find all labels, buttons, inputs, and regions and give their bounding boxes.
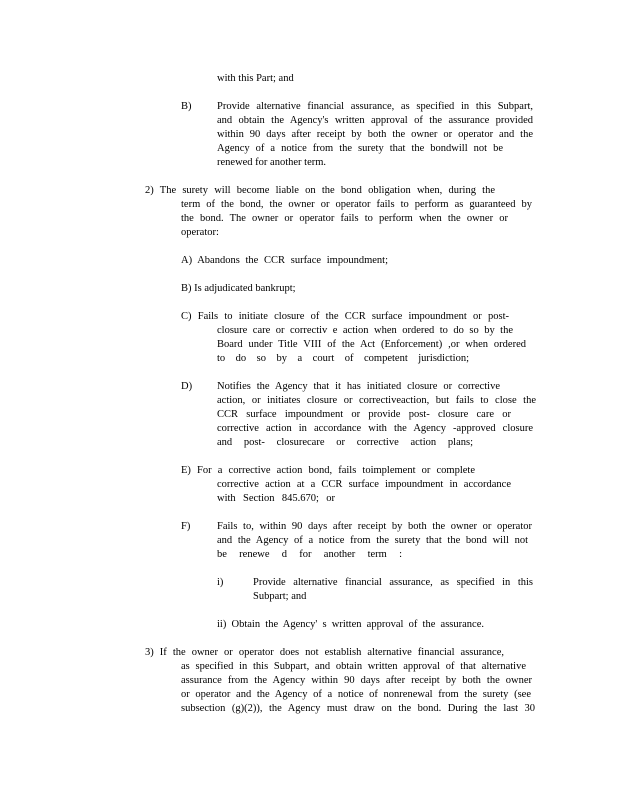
text-line: the bond. The owner or operator fails to perform when the owner or [181, 213, 508, 224]
text-line: within 90 days after receipt by both the owner or operator and the [217, 129, 533, 140]
text-line: C) Fails to initiate closure of the CCR surface impoundment or post- [181, 311, 509, 322]
text-line: be renewe d for another term : [217, 549, 402, 560]
text-line: renewed for another term. [217, 157, 327, 168]
text-line: 3) If the owner or operator does not establish alternative financial assurance, [145, 647, 504, 658]
text-line: term of the bond, the owner or operator fails to perform as guaranteed by [181, 199, 532, 210]
text-line: B) Is adjudicated bankrupt; [181, 283, 296, 294]
text-line: and post- closurecare or corrective action plans; [217, 437, 473, 448]
list-marker: i) [217, 577, 224, 588]
text-line: closure care or correctiv e action when ordered to do so by the [217, 325, 513, 336]
text-line: to do so by a court of competent jurisdiction; [217, 353, 469, 364]
list-marker: F) [181, 521, 191, 532]
text-line: 2) The surety will become liable on the bond obligation when, during the [145, 185, 495, 196]
text-line: with this Part; and [217, 73, 294, 84]
text-line: operator: [181, 227, 219, 238]
text-line: Provide alternative financial assurance, as specified in this [253, 577, 533, 588]
text-line: corrective action at a CCR surface impoundment in accordance [217, 479, 511, 490]
text-line: corrective action in accordance with the Agency -approved closure [217, 423, 533, 434]
text-line: or operator and the Agency of a notice of nonrenewal from the surety (see [181, 689, 531, 700]
text-line: action, or initiates closure or correctiveaction, but fails to close the [217, 395, 536, 406]
list-marker: D) [181, 381, 193, 392]
text-line: Notifies the Agency that it has initiated closure or corrective [217, 381, 500, 392]
text-line: Subpart; and [253, 591, 307, 602]
text-line: and the Agency of a notice from the surety that the bond will not [217, 535, 528, 546]
text-line: subsection (g)(2)), the Agency must draw on the bond. During the last 30 [181, 703, 535, 714]
text-line: A) Abandons the CCR surface impoundment; [181, 255, 388, 266]
text-line: Fails to, within 90 days after receipt by both the owner or operator [217, 521, 532, 532]
text-line: assurance from the Agency within 90 days after receipt by both the owner [181, 675, 532, 686]
text-line: as specified in this Subpart, and obtain written approval of that alternative [181, 661, 526, 672]
list-marker: B) [181, 101, 192, 112]
text-line: ii) Obtain the Agency' s written approval of the assurance. [217, 619, 484, 630]
text-line: with Section 845.670; or [217, 493, 335, 504]
text-line: E) For a corrective action bond, fails toimplement or complete [181, 465, 475, 476]
text-line: Board under Title VIII of the Act (Enforcement) ,or when ordered [217, 339, 526, 350]
text-line: Agency of a notice from the surety that the bondwill not be [217, 143, 503, 154]
text-line: and obtain the Agency's written approval of the assurance provided [217, 115, 533, 126]
text-line: CCR surface impoundment or provide post- closure care or [217, 409, 511, 420]
text-line: Provide alternative financial assurance, as specified in this Subpart, [217, 101, 533, 112]
